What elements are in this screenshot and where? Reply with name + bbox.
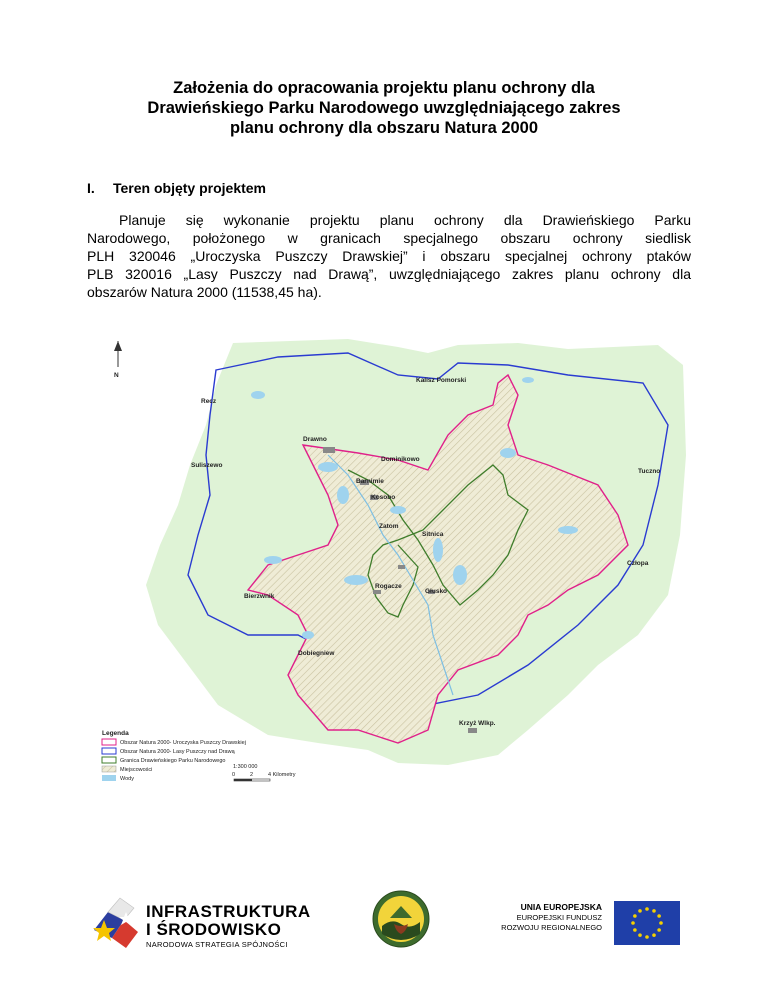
section-heading	[87, 180, 266, 196]
north-arrow-icon	[114, 341, 122, 379]
infra-subtitle: NARODOWA STRATEGIA SPÓJNOŚCI	[146, 940, 288, 949]
eu-star-icon	[633, 914, 637, 918]
footer-logos	[90, 888, 690, 958]
eu-star-icon	[657, 928, 661, 932]
paragraph-line: obszarów Natura 2000 (11538,45 ha).	[87, 284, 322, 300]
eu-fund-2: ROZWOJU REGIONALNEGO	[501, 923, 602, 932]
legend-item: Wody	[120, 776, 134, 782]
place-label: Suliszewo	[191, 462, 223, 469]
place-label: Rogacze	[375, 583, 402, 590]
place-label: Recz	[201, 398, 217, 405]
place-label: Kosobo	[371, 494, 396, 501]
paragraph-line: Narodowego, położonego w granicach specjalnego obszaru ochrony siedlisk	[87, 230, 691, 246]
place-label: Tuczno	[638, 468, 661, 475]
place-label: Bierzwnik	[244, 593, 275, 600]
scale-bar	[232, 764, 296, 781]
paragraph-line: PLH 320046 „Uroczyska Puszczy Drawskiej” i obszaru specjalnej ochrony ptaków	[87, 248, 691, 264]
section-number: I.	[87, 180, 95, 196]
drawienski-park-emblem-icon	[372, 888, 430, 950]
place-label: Kalisz Pomorski	[416, 377, 467, 384]
title-line: Drawieńskiego Parku Narodowego uwzględniającego zakres	[147, 99, 621, 117]
paragraph-line: PLB 320016 „Lasy Puszczy nad Drawą”, uwzględniającego zakres planu ochrony dla	[87, 266, 691, 282]
place-label: Drawno	[303, 436, 327, 443]
legend-item: Granica Drawieńskiego Parku Narodowego	[120, 758, 226, 764]
paragraph-line: Planuje się wykonanie projektu planu ochrony dla Drawieńskiego Parku	[119, 212, 691, 228]
title-line: Założenia do opracowania projektu planu ochrony dla	[173, 79, 595, 97]
eu-star-icon	[659, 921, 663, 925]
place-label: Dobiegniew	[298, 650, 335, 657]
eu-star-icon	[657, 914, 661, 918]
place-label: Krzyż Wlkp.	[459, 720, 496, 727]
scale-ratio: 1:300 000	[233, 764, 258, 770]
eu-star-icon	[645, 907, 649, 911]
eu-star-icon	[638, 933, 642, 937]
eu-star-icon	[638, 909, 642, 913]
eu-title: UNIA EUROPEJSKA	[520, 902, 602, 912]
place-label: Zatom	[379, 523, 399, 530]
north-label: N	[114, 372, 119, 379]
legend-heading: Legenda	[102, 730, 129, 737]
eu-star-icon	[631, 921, 635, 925]
document-title	[80, 78, 688, 138]
section-title: Teren objęty projektem	[113, 180, 267, 196]
map-legend	[102, 730, 246, 782]
park-map	[98, 335, 692, 813]
eu-star-icon	[633, 928, 637, 932]
place-label: Człopa	[627, 560, 649, 567]
eu-logo	[490, 901, 690, 949]
body-paragraph	[87, 211, 691, 301]
infrastruktura-logo	[90, 890, 310, 958]
place-label: Sitnica	[422, 531, 444, 538]
scale-tick: 0	[232, 772, 236, 778]
eu-star-icon	[645, 935, 649, 939]
place-label: Dominikowo	[381, 456, 420, 463]
scale-tick: 2	[250, 772, 254, 778]
infrastruktura-mark-icon	[90, 890, 146, 950]
place-label: Barnimie	[356, 478, 384, 485]
eu-star-icon	[652, 909, 656, 913]
infra-title-2: I ŚRODOWISKO	[146, 920, 282, 939]
eu-fund-1: EUROPEJSKI FUNDUSZ	[516, 913, 602, 922]
scale-tick: 4 Kilometry	[268, 772, 296, 778]
place-label: Głusko	[425, 588, 448, 595]
legend-item: Obszar Natura 2000- Uroczyska Puszczy Drawskiej	[120, 740, 246, 746]
title-line: planu ochrony dla obszaru Natura 2000	[229, 119, 539, 137]
eu-star-icon	[652, 933, 656, 937]
legend-item: Obszar Natura 2000- Lasy Puszczy nad Drawą	[120, 749, 235, 755]
eu-flag-icon	[614, 901, 680, 945]
infra-title-1: INFRASTRUKTURA	[146, 902, 311, 921]
legend-item: Miejscowości	[120, 767, 153, 773]
